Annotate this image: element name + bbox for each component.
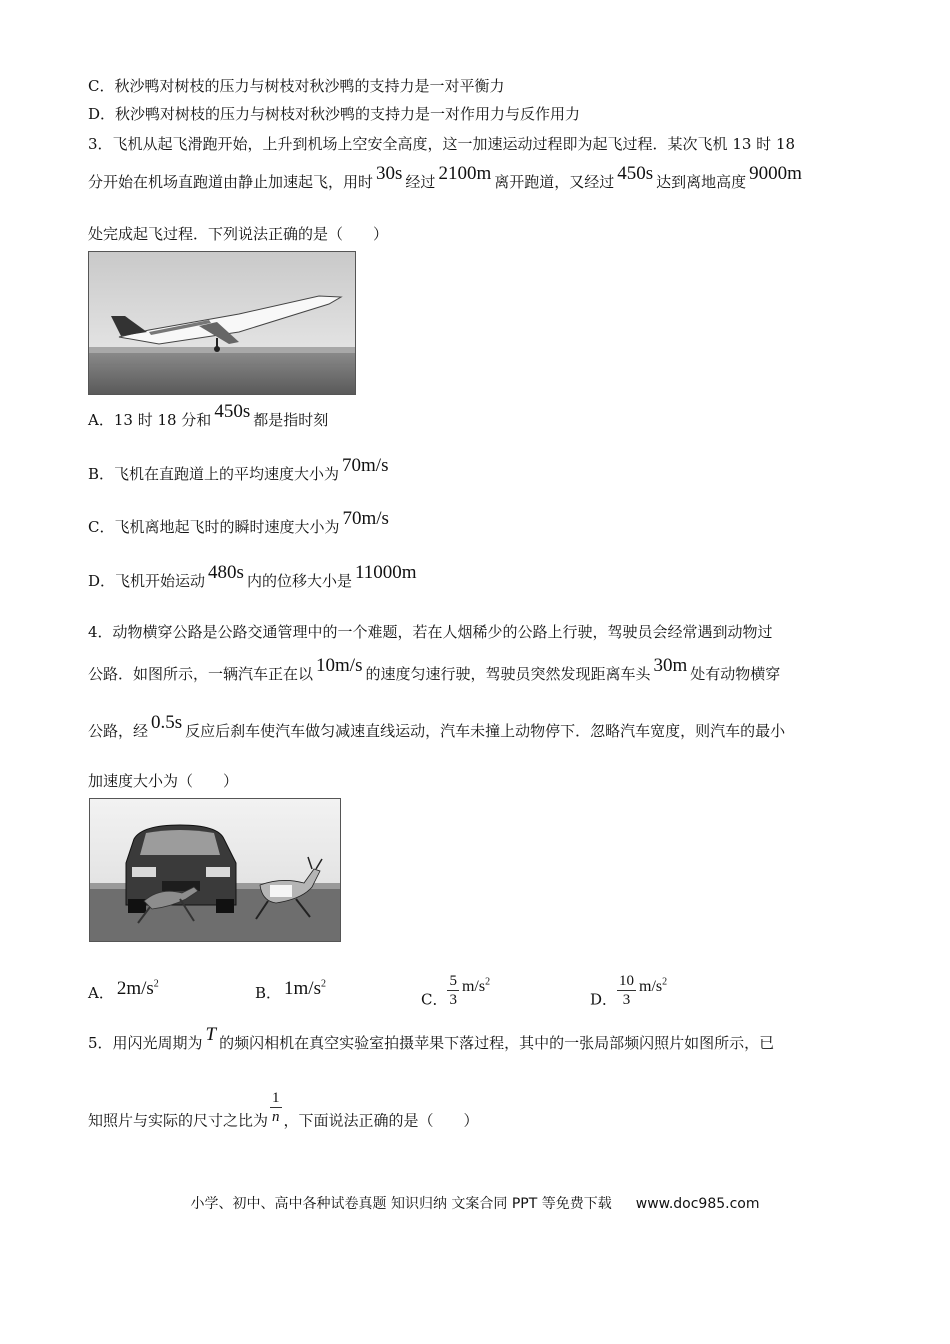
q5-text: 5．用闪光周期为 [88, 1034, 203, 1052]
q5-stem-line1 [88, 1024, 775, 1053]
q4-stem-line4: 加速度大小为（ ） [88, 772, 239, 790]
q5-ratio-fraction [270, 1089, 282, 1126]
q4-text: 反应后刹车使汽车做匀减速直线运动，汽车未撞上动物停下．忽略汽车宽度，则汽车的最小 [185, 722, 786, 740]
q4-text: 公路．如图所示，一辆汽车正在以 [88, 665, 314, 683]
q4-option-c-denominator: 3 [449, 992, 457, 1008]
q4-option-c-unit-text: m/s [461, 977, 486, 995]
q3-stem-line1: 3．飞机从起飞滑跑开始，上升到机场上空安全高度，这一加速运动过程即为起飞过程．某次飞机 13 时 18 [88, 135, 796, 153]
q3-text: 离开跑道，又经过 [494, 173, 615, 191]
q4-option-d-unit-text: m/s [639, 977, 663, 995]
q4-option-a-exponent: 2 [153, 978, 159, 990]
q3-option-a-tail: 都是指时刻 [253, 411, 329, 429]
q4-option-a-number: 2m/s [116, 978, 154, 999]
q5-stem-line2 [88, 1090, 479, 1140]
q3-option-c-math: 70m/s [342, 508, 389, 529]
q4-option-b-number: 1m/s [284, 978, 321, 999]
q5-ratio-denominator: n [272, 1109, 280, 1125]
airplane-takeoff-photo [88, 251, 356, 395]
q3-option-a-math: 450s [214, 401, 251, 422]
q3-option-d [88, 562, 420, 591]
q3-text: 经过 [405, 173, 436, 191]
q3-stem-line2 [88, 163, 805, 192]
q3-option-b-text: B．飞机在直跑道上的平均速度大小为 [88, 465, 340, 483]
q5-ratio-numerator: 1 [272, 1090, 280, 1106]
q3-height-9000m: 9000m [749, 163, 802, 184]
q4-option-a [88, 978, 162, 1004]
car-icon [90, 799, 340, 941]
q5-text: 知照片与实际的尺寸之比为 [88, 1111, 269, 1130]
q5-text: ，下面说法正确的是（ ） [283, 1111, 479, 1130]
q4-stem-line2 [88, 655, 781, 684]
q4-stem-line1: 4．动物横穿公路是公路交通管理中的一个难题，若在人烟稀少的公路上行驶，驾驶员会经常遇到动物过 [88, 623, 773, 641]
q3-time-30s: 30s [376, 163, 403, 184]
q3-option-a-text: A．13 时 18 分和 [88, 411, 212, 429]
q3-text: 达到离地高度 [656, 173, 747, 191]
q4-option-d-denominator: 3 [622, 992, 631, 1008]
q3-stem-line3: 处完成起飞过程．下列说法正确的是（ ） [88, 225, 389, 243]
q4-option-b-label: B． [255, 984, 282, 1002]
footer-site-link[interactable]: www.doc985.com [635, 1196, 760, 1212]
q3-option-d-math1: 480s [208, 562, 244, 583]
q4-option-b-value [284, 978, 326, 999]
q4-option-d-fraction [617, 972, 636, 1009]
q2-option-c: C．秋沙鸭对树枝的压力与树枝对秋沙鸭的支持力是一对平衡力 [88, 77, 505, 95]
q5-text: 的频闪相机在真空实验室拍摄苹果下落过程，其中的一张局部频闪照片如图所示，已 [219, 1034, 775, 1052]
q4-option-d-exponent: 2 [662, 976, 668, 988]
q3-option-c-text: C．飞机离地起飞时的瞬时速度大小为 [88, 518, 340, 536]
q3-distance-2100m: 2100m [438, 163, 492, 184]
q4-text: 的速度匀速行驶，驾驶员突然发现距离车头 [365, 665, 651, 683]
q4-option-c-label: C． [421, 990, 448, 1009]
q3-option-d-math2: 11000m [354, 562, 417, 583]
q3-text: 分开始在机场直跑道由静止加速起飞，用时 [88, 173, 374, 191]
q4-option-d-label: D． [590, 990, 618, 1009]
q4-option-d-unit [639, 978, 667, 995]
q4-distance: 30m [653, 655, 688, 676]
q4-option-d-numerator: 10 [619, 973, 635, 989]
q4-option-c-numerator: 5 [449, 973, 457, 989]
q4-speed: 10m/s [316, 655, 363, 676]
q4-reaction-time: 0.5s [151, 712, 183, 733]
footer-text: 小学、初中、高中各种试卷真题 知识归纳 文案合同 PPT 等免费下载 [190, 1196, 612, 1212]
q2-option-d: D．秋沙鸭对树枝的压力与树枝对秋沙鸭的支持力是一对作用力与反作用力 [88, 105, 581, 123]
q4-option-d [590, 973, 670, 1019]
car-and-deer-photo [89, 798, 341, 942]
q3-option-d-text: D．飞机开始运动 [88, 572, 206, 590]
q4-stem-line3 [88, 712, 786, 741]
q4-option-c-unit [462, 978, 490, 995]
q3-option-b [88, 455, 391, 484]
q3-option-c [88, 508, 392, 537]
q3-option-a [88, 401, 329, 430]
q3-option-d-mid: 内的位移大小是 [246, 572, 352, 590]
page-footer [0, 1193, 950, 1213]
q4-option-c-fraction [447, 972, 459, 1009]
q3-option-b-math: 70m/s [342, 455, 389, 476]
airplane-icon [89, 252, 355, 394]
q4-option-b [255, 978, 329, 1004]
q4-option-c [421, 973, 493, 1019]
q4-option-a-value [117, 978, 159, 999]
q4-option-a-label: A． [88, 984, 114, 1002]
q4-option-c-exponent: 2 [485, 976, 491, 988]
q3-time-450s: 450s [617, 163, 654, 184]
q5-period-symbol: T [205, 1024, 217, 1045]
q4-text: 处有动物横穿 [690, 665, 781, 683]
q4-text: 公路，经 [88, 722, 149, 740]
q4-option-b-exponent: 2 [320, 978, 326, 990]
